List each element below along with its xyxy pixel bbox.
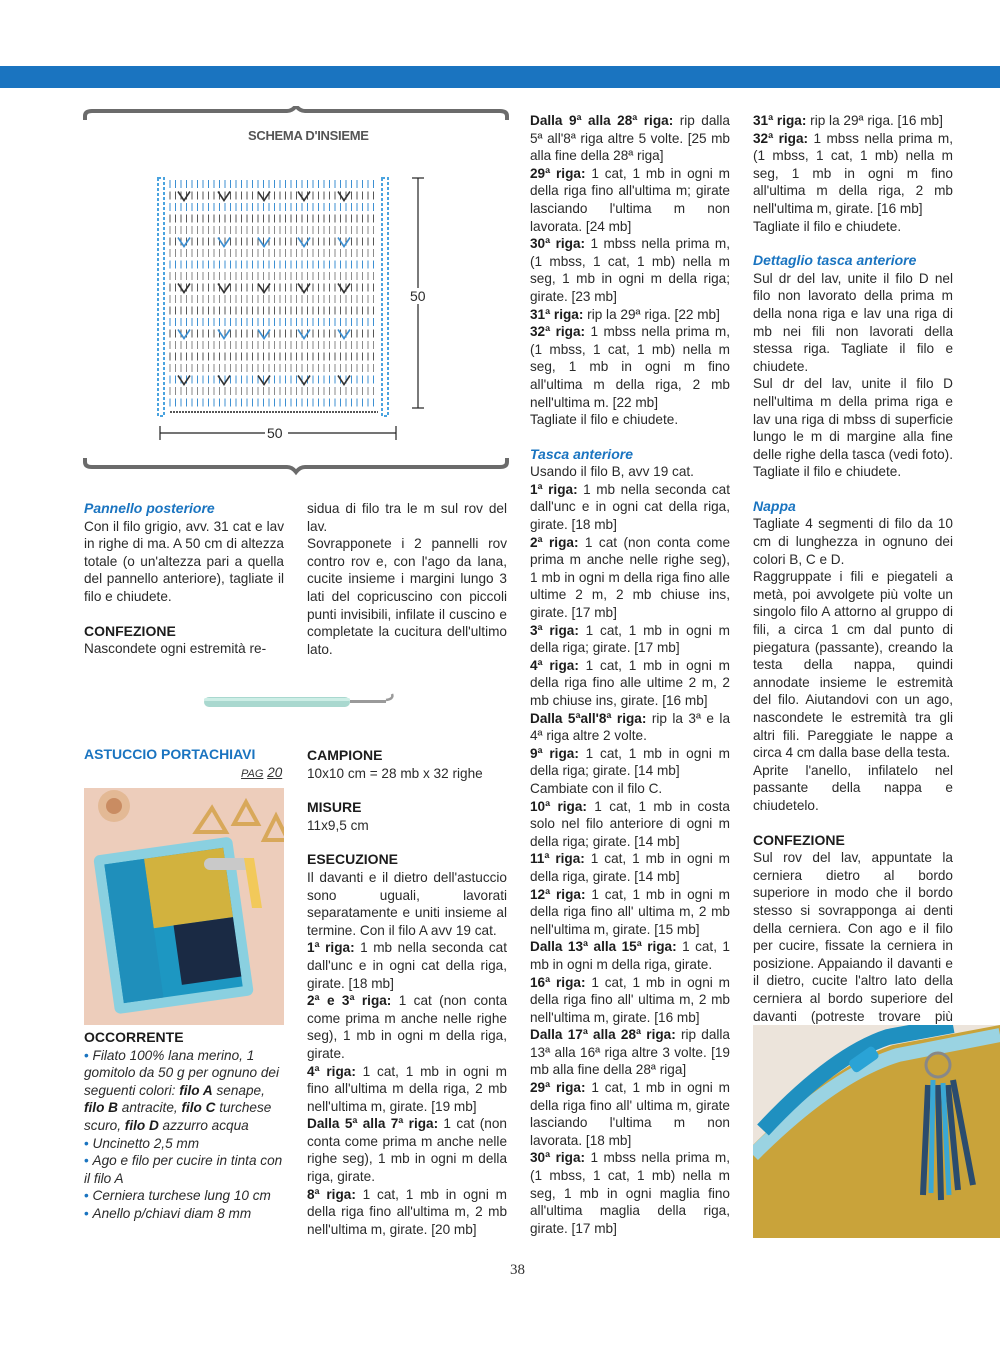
shell-stitch-symbol [338,192,350,201]
instruction-row [530,745,730,780]
page-reference-number: 20 [267,765,283,780]
chart-border-right [382,178,388,416]
row-text: 1 cat (non conta come prima m anche nelle righe seg), 1 mb in ogni m della riga, girate. [307,993,508,1061]
chart-stitch-rows [170,180,378,412]
confezione-title: CONFEZIONE [753,831,845,848]
campione-column [307,747,507,1238]
row-label: 31ª riga: [530,306,584,322]
row-label: Dalla 17ª alla 28ª riga: [530,1027,676,1043]
height-label: 50 [410,288,426,304]
chart-border-left [158,178,164,416]
occorrente-item: • Ago e filo per cucire in tinta con il filo A [84,1153,283,1186]
yarn-code: filo C [181,1100,216,1116]
row-text: 1 cat, 1 mb in costa solo nel filo anteriore di ogni m della riga; girate. [14 mb] [530,798,730,849]
dettaglio-text-1: Sul dr del lav, unite il filo D nel filo non lavorato della prima m della nona riga e lav una riga di mb nei fili non lavorati della stessa riga. Tagliate il filo e chiudete. [753,270,953,374]
occorrente-list [84,1047,284,1223]
row-label: Dalla 5ª alla 7ª riga: [307,1116,439,1132]
shell-stitch-symbol [178,376,190,385]
row-text: 1 cat, 1 mb in ogni m fino all'ultima m della riga, 2 mb nell'ultima m, girate. [19 mb] [307,1063,507,1114]
change-yarn-text: Cambiate con il filo C. [530,780,663,796]
occorrente-item: • Filato 100% lana merino, 1 gomitolo da 50 g per ognuno dei seguenti colori: filo A senape, filo B antracite, filo C turchese scuro, filo D azzurro acqua [84,1047,279,1133]
row-label: 29ª riga: [530,1080,586,1096]
row-label: Dalla 9ª alla 28ª riga: [530,113,674,128]
row-label: 8ª riga: [307,1186,356,1202]
tasca-rows-2 [530,798,730,1238]
tasca-intro: Usando il filo B, avv 19 cat. [530,464,694,480]
row-label: 11ª riga: [530,851,585,867]
row-text: 1 cat (non conta come prima m anche nelle righe seg), 1 mb in ogni m della riga, girate. [307,1116,507,1185]
row-label: 30ª riga: [530,1150,586,1166]
occorrente-item: • Anello p/chiavi diam 8 mm [84,1205,252,1221]
schema-title: SCHEMA D'INSIEME [248,128,369,143]
shell-stitch-symbol [178,238,190,247]
row-text: 1 cat, 1 mb in ogni m della riga, girate. [530,939,730,972]
instruction-row [530,165,730,235]
instruction-row [530,534,730,622]
keycase-photo [84,788,284,1025]
shell-stitch-symbol [338,284,350,293]
zipper-photo [753,1025,1000,1238]
page-number: 38 [510,1262,525,1278]
instruction-row [530,938,730,973]
campione-title: CAMPIONE [307,747,383,763]
shell-stitch-symbol [298,376,310,385]
row-text: 1 cat, 1 mb in ogni m della riga fino all' ultima m, girate lasciando l'ultima m non lavorata. [18 mb] [530,1080,730,1148]
instruction-row [530,622,730,657]
zipper-illustration [753,1025,1000,1238]
shell-stitch-symbol [338,376,350,385]
instruction-row [530,710,730,745]
yarn-code: filo A [179,1082,213,1098]
instruction-row [307,1186,507,1239]
shell-stitch-symbol [298,330,310,339]
dettaglio-text-2: Sul dr del lav, unite il filo D nell'ultima m della prima riga e lav una riga di mbss di superficie lungo le m di margine alla fine delle righe della tasca (vedi foto). Tagliate il filo e chiudete. [753,376,953,480]
cut-yarn-text: Tagliate il filo e chiudete. [530,412,679,428]
crochet-chart [150,172,430,442]
pannello-confezione-title: CONFEZIONE [84,622,176,639]
nappa-text-3: Aprite l'anello, infilatelo nel passante della nappa e chiudetelo. [753,762,953,813]
page-reference [241,765,282,780]
row-label: 10ª riga: [530,798,587,814]
astuccio-title: ASTUCCIO PORTACHIAVI [84,746,256,762]
occorrente-title: OCCORRENTE [84,1029,184,1045]
instruction-row [530,306,730,324]
row-text: rip dalla 5ª all'8ª riga altre 5 volte. [25 mb alla fine della 28ª riga] [530,113,730,164]
row-label: 16ª riga: [530,974,586,990]
pannello-confezione-text-1: Nascondete ogni estremità re- [84,641,267,657]
nappa-text-1: Tagliate 4 segmenti di filo da 10 cm di lunghezza in ognuno dei colori B, C e D. [753,516,953,567]
row-text: 1 cat, 1 mb in ogni m della riga fino all' ultima m, 2 mb nell'ultima m, girate. [16 mb] [530,974,730,1025]
row-text: rip la 29ª riga. [16 mb] [806,113,943,128]
row-label: 1ª riga: [307,940,355,956]
final-rows [753,112,953,218]
shell-stitch-symbol [298,284,310,293]
pannello-text: Con il filo grigio, avv. 31 cat e lav in righe di ma. A 50 cm di altezza totale (o un'altezza pari a quella del pannello anteriore), tagliate il filo e chiudete. [84,518,284,604]
row-label: 9ª riga: [530,745,579,761]
instruction-row [530,481,730,534]
row-text: 1 mb nella seconda cat dall'unc e in ogni cat della riga, girate. [18 mb] [530,481,730,533]
tasca-title: Tasca anteriore [530,445,633,462]
instruction-row [307,939,507,992]
occorrente-section [84,1029,284,1223]
shell-stitch-symbol [178,192,190,201]
row-text: 1 cat, 1 mb in ogni m della riga; girate. [14 mb] [530,745,730,779]
nappa-title: Nappa [753,497,796,514]
yarn-code: filo B [84,1100,118,1116]
row-text: 1 cat, 1 mb in ogni m della riga fino all'ultima m, 2 mb nell'ultima m, girate. [20 mb] [307,1186,507,1237]
esecuzione-title: ESECUZIONE [307,851,399,868]
instruction-row [530,323,730,411]
campione-text: 10x10 cm = 28 mb x 32 righe [307,765,483,781]
row-text: 1 cat, 1 mb in ogni m della riga; girate. [17 mb] [530,622,730,656]
instruction-row [530,798,730,851]
shell-stitch-symbol [298,238,310,247]
row-label: 12ª riga: [530,886,586,902]
nappa-text-2: Raggruppate i fili e piegateli a metà, poi avvolgete più volte un singolo filo A attorno al gruppo di fili, a circa 1 cm dal punto di piegatura (passante), creando la testa della nappa, quindi annodate insieme le estremità del filo. Aiutandovi con un ago, nascondete le estremità tra gli altri fili. Pareggiate le nappe a circa 4 cm dalla base della testa. [753,569,953,761]
row-label: 29ª riga: [530,165,586,181]
instructions-column [530,112,730,1237]
crochet-hook-image [200,690,400,714]
page-reference-label: PAG [241,768,264,780]
row-label: 4ª riga: [530,657,579,673]
row-label: Dalla 13ª alla 15ª riga: [530,939,677,955]
instruction-row [307,1115,507,1185]
occorrente-item: • Uncinetto 2,5 mm [84,1135,200,1151]
width-label: 50 [267,425,283,441]
shell-stitch-symbol [178,284,190,293]
row-text: 1 cat, 1 mb in ogni m della riga, girate. [14 mb] [530,851,730,884]
shell-stitch-symbol [338,330,350,339]
row-text: 1 mbss nella prima m, (1 mbss, 1 cat, 1 mb) nella m seg, 1 mb in ogni m della riga; girate. [23 mb] [530,236,731,304]
front-rows [530,112,730,411]
row-text: 1 mbss nella prima m, (1 mbss, 1 cat, 1 mb) nella m seg, 1 mb in ogni m fino all'ultima m della riga, 2 mb nell'ultima m, girate. [16 mb] [753,130,954,216]
instruction-row [530,974,730,1027]
instruction-row [307,992,507,1062]
row-label: 3ª riga: [530,622,579,638]
row-text: 1 mb nella seconda cat dall'unc e in ogni cat della riga, girate. [18 mb] [307,940,507,991]
shell-stitch-symbol [178,330,190,339]
row-label: 30ª riga: [530,236,586,252]
row-text: 1 cat, 1 mb in ogni m della riga fino all' ultima m, 2 mb nell'ultima m, girate. [15 mb] [530,886,730,937]
instruction-row [530,112,730,165]
keycase-illustration [84,788,284,1025]
row-text: 1 cat, 1 mb in ogni m della riga fino alle ultime 2 m, 2 mb chiuse ins, girate. [16 mb] [530,657,730,708]
finishing-column [753,112,953,1060]
instruction-row [530,235,730,305]
misure-text: 11x9,5 cm [307,817,369,833]
shell-stitch-symbol [298,192,310,201]
row-label: 4ª riga: [307,1063,356,1079]
row-label: 2ª e 3ª riga: [307,993,392,1009]
pannello-title: Pannello posteriore [84,500,215,516]
instruction-row [530,850,730,885]
instruction-row [753,130,953,218]
occorrente-item: • Cerniera turchese lung 10 cm [84,1188,271,1204]
row-label: 1ª riga: [530,481,578,497]
row-text: 1 cat (non conta come prima m anche nelle righe seg), 1 mb in ogni m della riga fino alle ultime 2 m, 2 mb chiuse ins, girate. [17 mb] [530,534,731,621]
instruction-row [530,1079,730,1149]
dettaglio-title: Dettaglio tasca anteriore [753,252,917,269]
yarn-code: filo D [124,1117,159,1133]
row-label: 32ª riga: [753,130,809,146]
row-text: 1 mbss nella prima m, (1 mbss, 1 cat, 1 mb) nella m seg, 1 mb in ogni maglia fino all'ultima maglia della riga, girate. [17 mb] [530,1150,731,1236]
row-label: Dalla 5ªall'8ª riga: [530,710,647,726]
row-text: rip la 3ª e la 4ª riga altre 2 volte. [530,710,731,744]
tasca-rows [530,481,730,780]
row-text: rip la 29ª riga. [22 mb] [583,306,720,322]
row-label: 2ª riga: [530,534,579,550]
shell-stitch-symbol [338,238,350,247]
instruction-row [530,1026,730,1079]
row-label: 32ª riga: [530,324,586,340]
cut-yarn-text-2: Tagliate il filo e chiudete. [753,218,902,234]
row-text: 1 cat, 1 mb in ogni m della riga fino all'ultima m; girate lasciando l'ultima m non lavorata. [24 mb] [530,165,730,234]
pannello-confezione-text-2: sidua di filo tra le m sul rov del lav. [307,501,507,534]
pannello-column [84,500,284,658]
instruction-row [307,1063,507,1116]
row-label: 31ª riga: [753,113,807,128]
instruction-row [530,657,730,710]
pannello-confezione-text-3: Sovrapponete i 2 pannelli rov contro rov e, con l'ago da lana, cucite insieme i margini lungo 3 lati del copricuscino con piccoli punti invisibili, infilate il cuscino e completate la cucitura dell'ultimo lato. [307,536,507,657]
misure-title: MISURE [307,799,362,816]
pannello-column-2 [307,500,507,658]
row-text: 1 mbss nella prima m, (1 mbss, 1 cat, 1 mb) nella m seg, 1 mb in ogni m fino all'ultima m della riga, 2 mb nell'ultima m. [22 mb] [530,324,731,410]
header-bar [0,66,1000,88]
esecuzione-text: Il davanti e il dietro dell'astuccio sono uguali, lavorati separatamente e uniti insieme al termine. Con il filo A avv 19 cat. [307,869,507,938]
row-text: rip dalla 13ª alla 16ª riga altre 3 volte. [19 mb alla fine della 28ª riga] [530,1027,730,1078]
esecuzione-rows [307,939,507,1238]
instruction-row [530,886,730,939]
instruction-row [753,112,953,130]
confezione-text: Sul rov del lav, appuntate la cerniera dietro al bordo superiore in modo che il bordo stesso si sovrapponga ai denti della cerniera. Con ago e il filo per cucire, fissate la cerniera in posizione. Appaiando il davanti e il dietro, cucite l'altro lato della cerniera al bordo superiore del davanti (potreste trovare più [753,850,953,1024]
instruction-row [530,1149,730,1237]
